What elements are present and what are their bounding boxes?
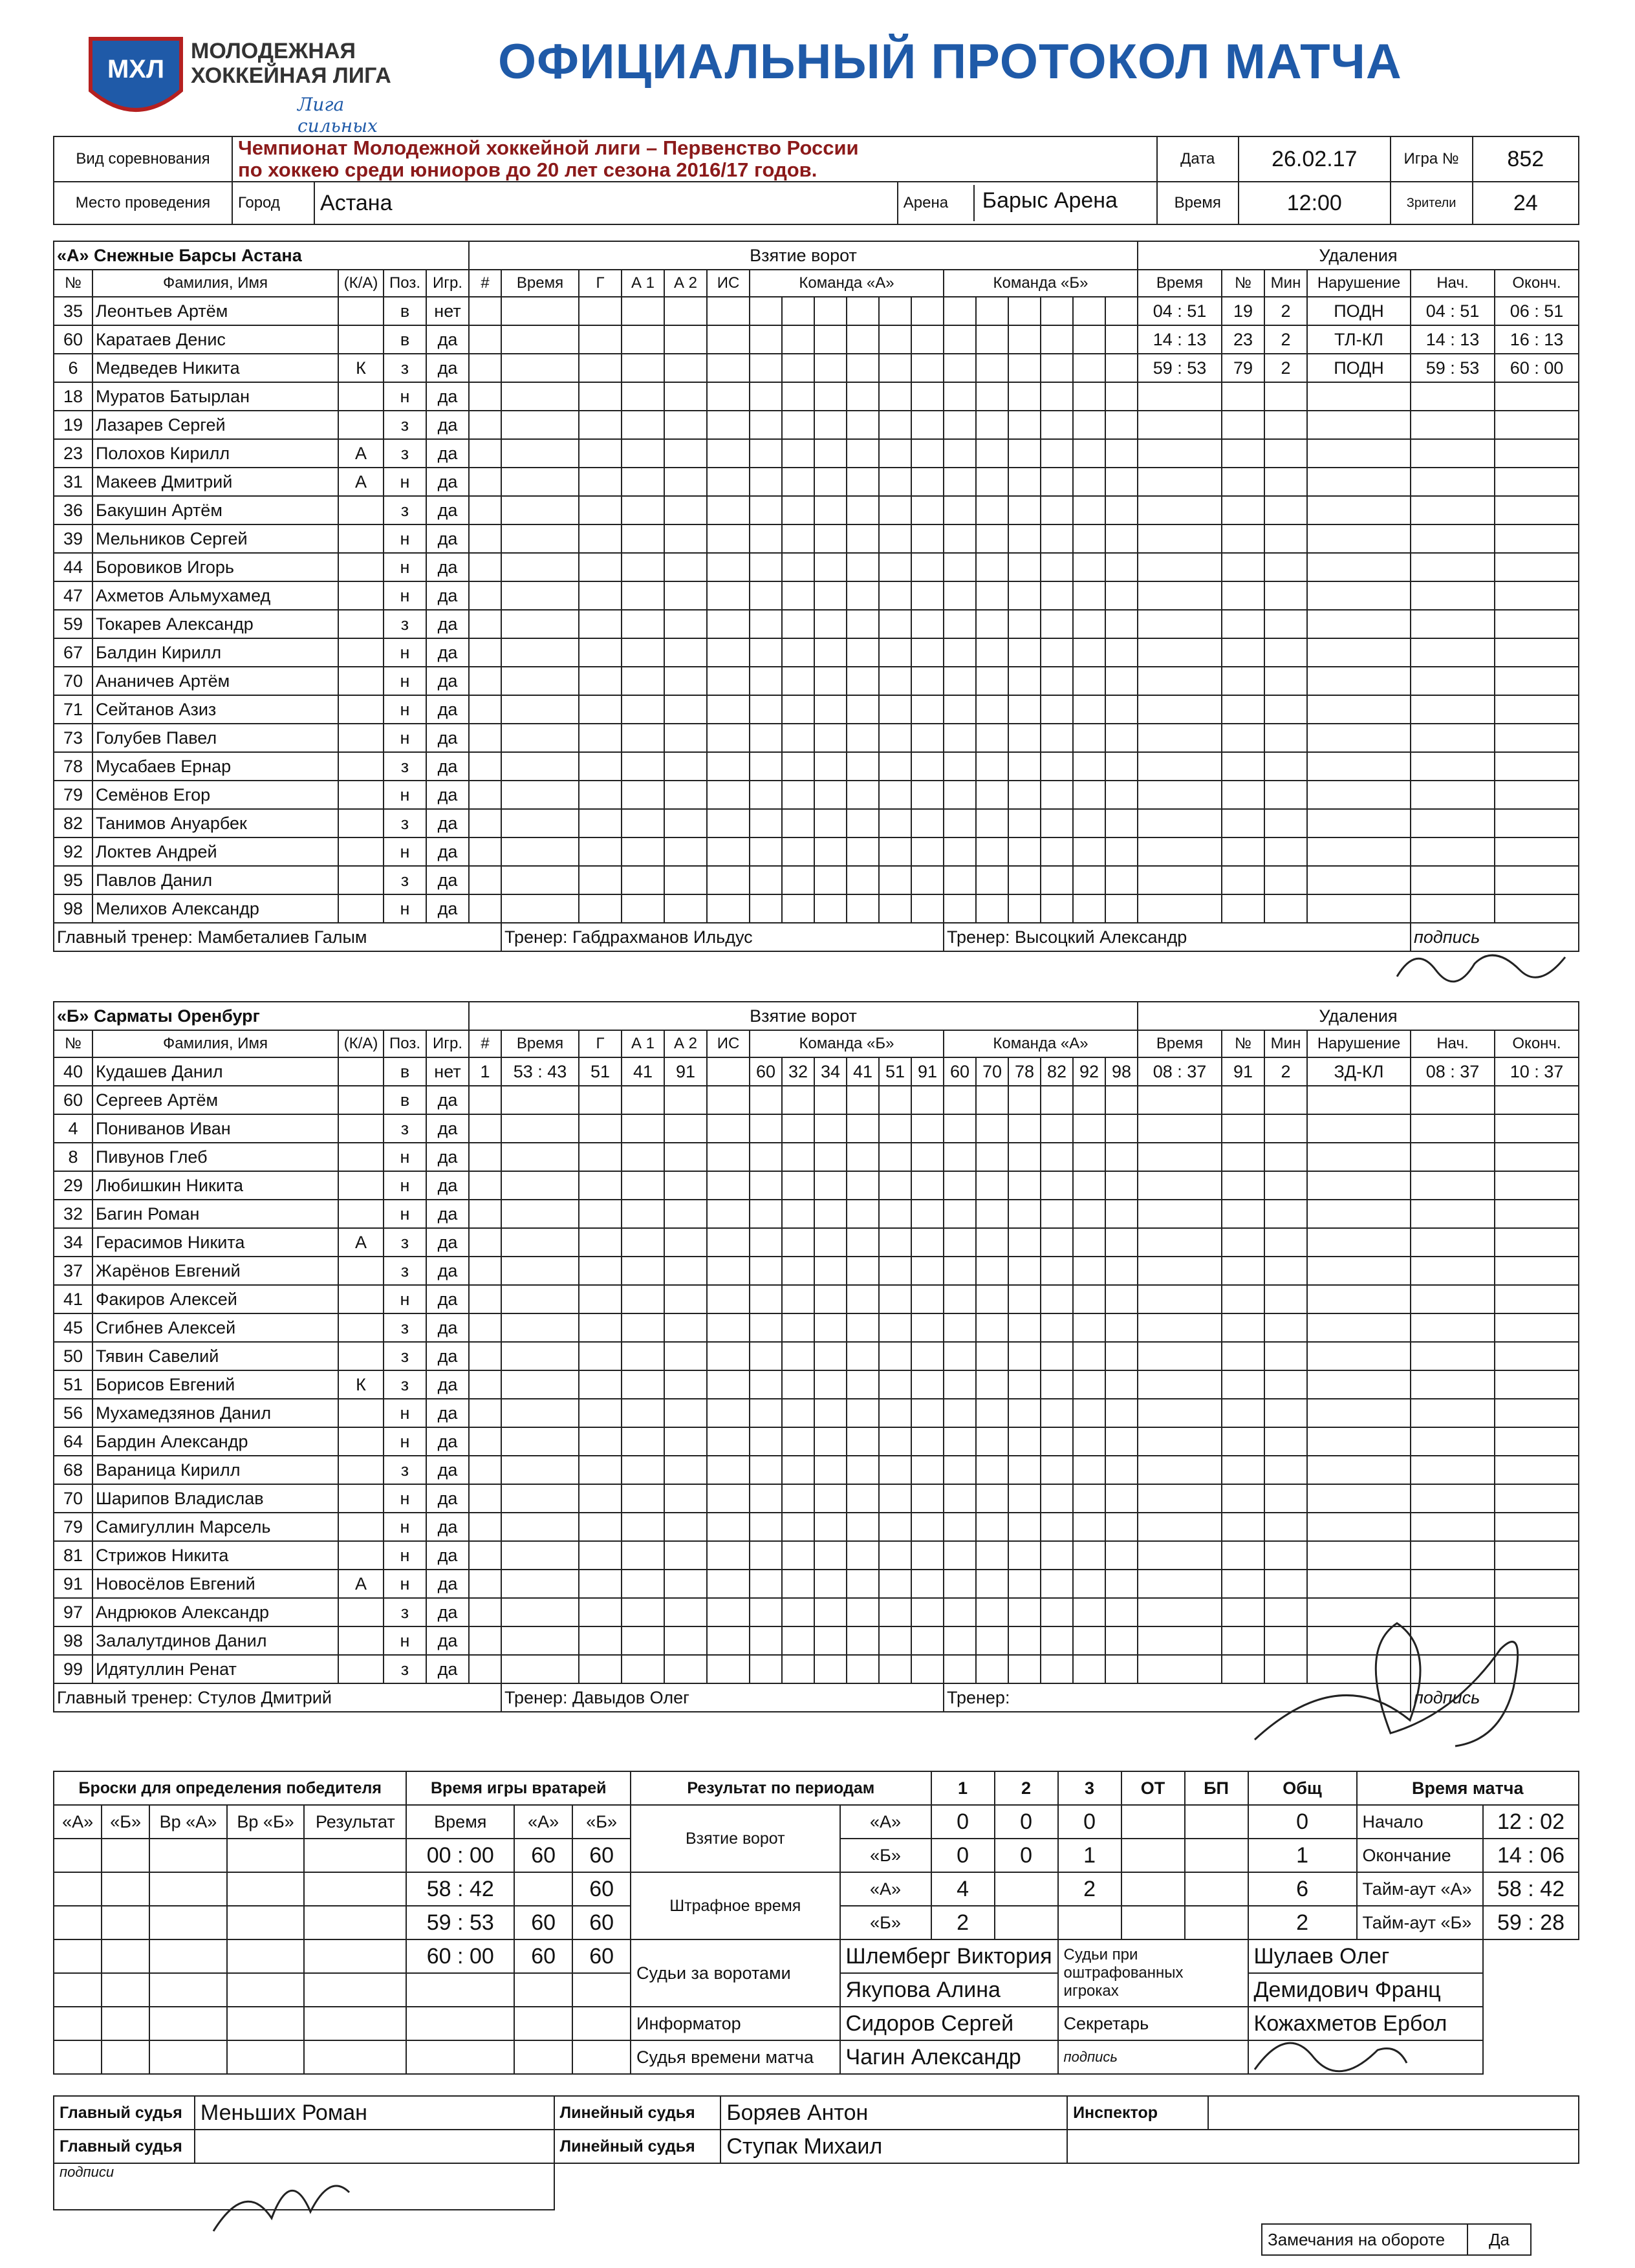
player-row: 70 Шарипов Владислав н да: [54, 1484, 1579, 1513]
team-title: «А» Снежные Барсы Астана: [54, 241, 469, 270]
player-row: 79 Семёнов Егор н да: [54, 781, 1579, 809]
player-row: 73 Голубев Павел н да: [54, 724, 1579, 752]
player-row: 41 Факиров Алексей н да: [54, 1285, 1579, 1313]
periods-title: Результат по периодам: [631, 1771, 931, 1805]
referee-signature: [207, 2154, 356, 2244]
logo-line-1: МОЛОДЕЖНАЯ: [191, 39, 356, 63]
city-value: Астана: [314, 182, 898, 224]
page-title: ОФИЦИАЛЬНЫЙ ПРОТОКОЛ МАТЧА: [498, 34, 1402, 89]
player-row: 97 Андрюков Александр з да: [54, 1598, 1579, 1626]
player-row: 68 Вараница Кирилл з да: [54, 1456, 1579, 1484]
player-row: 59 Токарев Александр з да: [54, 610, 1579, 638]
competition-label: Вид соревнования: [54, 136, 232, 182]
player-row: 35 Леонтьев Артём в нет 04 : 51 19 2 ПОДН 04 : 51 06 : 51: [54, 297, 1579, 325]
player-row: 45 Сгибнев Алексей з да: [54, 1313, 1579, 1342]
penalties-title: Удаления: [1138, 1002, 1579, 1030]
player-row: 50 Тявин Савелий з да: [54, 1342, 1579, 1370]
player-row: 78 Мусабаев Ернар з да: [54, 752, 1579, 781]
player-row: 39 Мельников Сергей н да: [54, 524, 1579, 553]
player-row: 99 Идятуллин Ренат з да: [54, 1655, 1579, 1683]
competition-value: Чемпионат Молодежной хоккейной лиги – Первенство России по хоккею среди юниоров до 20 лет сезона 2016/17 годов.: [232, 136, 1157, 182]
player-row: 67 Балдин Кирилл н да: [54, 638, 1579, 667]
trainer-1: Тренер: Габдрахманов Ильдус: [501, 923, 944, 951]
player-row: 64 Бардин Александр н да: [54, 1427, 1579, 1456]
coach-signature: подпись: [1411, 1683, 1579, 1712]
player-row: 4 Пониванов Иван з да: [54, 1114, 1579, 1143]
player-row: 31 Макеев Дмитрий А н да: [54, 468, 1579, 496]
player-row: 40 Кудашев Данил в нет 1 53 : 43 51 41 91 60 32 34 41 51 91 60 70 78 82 92 98 08 : 37 91 2 ЗД-КЛ 08 : 37 10 : 37: [54, 1057, 1579, 1086]
team-title: «Б» Сарматы Оренбург: [54, 1002, 469, 1030]
date-label: Дата: [1157, 136, 1239, 182]
player-row: 71 Сейтанов Азиз н да: [54, 695, 1579, 724]
summary-table: Броски для определения победителя Время игры вратарей Результат по периодам 1 2 3 ОТ БП Общ Время матча «А» «Б» Вр «А» Вр «Б» Результат Время «А» «Б» Взятие ворот «А» 0 0 0 0 Начало 12 : 02 00 : 00 60 60 «Б» 0 0 1 1 Окончание 14 : 06 58 : 42 60 Штрафное время «А» 4 2 6 Тайм-аут «А» 58 : 42 59 : 53 60 60 «Б» 2 2 Тайм-аут «Б» 59 : 28 60 : 00 60 60 Судьи за воротами Шлемберг Виктория Судьи при оштрафованных игроках Шулаев Олег Якупова Алина Демидович Франц Информатор Сидоров Сергей Секретарь Кожахметов Ербол Судья времени матча Чагин Александр подпись: [53, 1771, 1579, 2075]
player-row: 91 Новосёлов Евгений А н да: [54, 1570, 1579, 1598]
player-row: 56 Мухамедзянов Данил н да: [54, 1399, 1579, 1427]
player-row: 98 Залалутдинов Данил н да: [54, 1626, 1579, 1655]
head-coach: Главный тренер: Стулов Дмитрий: [54, 1683, 501, 1712]
player-row: 79 Самигуллин Марсель н да: [54, 1513, 1579, 1541]
game-value: 852: [1473, 136, 1579, 182]
logo-slogan: Лига сильных: [298, 94, 378, 136]
player-row: 60 Каратаев Денис в да 14 : 13 23 2 ТЛ-КЛ 14 : 13 16 : 13: [54, 325, 1579, 354]
player-row: 19 Лазарев Сергей з да: [54, 411, 1579, 439]
coach-signature: подпись: [1411, 923, 1579, 951]
team-b-table: «Б» Сарматы Оренбург Взятие ворот Удаления № Фамилия, Имя (К/А) Поз. Игр. # Время Г А 1 А 2 ИС Команда «Б» Команда «А» Время № Мин Нарушение Нач. Оконч. 40 Кудашев Данил в нет 1 53 : 43 51 41 91 60 32 34 41 51 91 60 70 78 82 92 98 08 : 37 91 2 ЗД-КЛ 08 : 37 10 : 37 60 Сергеев Артём в да 4 Пониванов Иван з да 8 Пивунов Глеб н да 29 Любишкин Никита н да 32 Багин Роман н да 34 Герасимов Никита А з да 37 Жарёнов Евгений з да 41 Факиров Алексей н да 45 Сгибнев Алексей з да 50 Тявин Савелий з да 51 Борисов Евгений К з да 56 Мухамедзянов Данил н да 64 Бардин Александр н да 68 Вараница Кирилл з да 70 Шарипов Владислав н да 79 Самигуллин Марсель н да 81 Стрижов Никита н да 91 Новосёлов Евгений А н да 97 Андрюков Александр з да 98 Залалутдинов Данил н да 99 Идятуллин Ренат з да Главный тренер: Стулов Дмитрий Тренер: Давыдов Олег Тренер: подпись: [53, 1001, 1579, 1712]
date-value: 26.02.17: [1239, 136, 1391, 182]
match-time-title: Время матча: [1357, 1771, 1579, 1805]
player-row: 70 Ананичев Артём н да: [54, 667, 1579, 695]
player-row: 8 Пивунов Глеб н да: [54, 1143, 1579, 1171]
city-label: Город: [232, 182, 314, 224]
player-row: 92 Локтев Андрей н да: [54, 837, 1579, 866]
team-b-signature: [1242, 1610, 1552, 1766]
svg-text:МХЛ: МХЛ: [107, 55, 165, 83]
player-row: 6 Медведев Никита К з да 59 : 53 79 2 ПОДН 59 : 53 60 : 00: [54, 354, 1579, 382]
goals-title: Взятие ворот: [469, 241, 1138, 270]
time-value: 12:00: [1239, 182, 1391, 224]
player-row: 18 Муратов Батырлан н да: [54, 382, 1579, 411]
player-row: 34 Герасимов Никита А з да: [54, 1228, 1579, 1257]
time-label: Время: [1157, 182, 1239, 224]
match-info-table: [53, 136, 1579, 225]
player-row: 23 Полохов Кирилл А з да: [54, 439, 1579, 468]
logo-line-2: ХОККЕЙНАЯ ЛИГА: [191, 63, 391, 88]
trainer-2: Тренер: Высоцкий Александр: [944, 923, 1411, 951]
player-row: 47 Ахметов Альмухамед н да: [54, 581, 1579, 610]
player-row: 29 Любишкин Никита н да: [54, 1171, 1579, 1200]
referees-table: Главный судья Меньших Роман Линейный судья Боряев Антон Инспектор Главный судья Линейный судья Ступак Михаил подписи: [53, 2095, 1579, 2210]
penalties-title: Удаления: [1138, 241, 1579, 270]
venue-label: Место проведения: [54, 182, 232, 224]
player-row: 81 Стрижов Никита н да: [54, 1541, 1579, 1570]
team-a-signature: [1391, 931, 1572, 996]
player-row: 60 Сергеев Артём в да: [54, 1086, 1579, 1114]
trainer-2: Тренер:: [944, 1683, 1411, 1712]
player-row: 51 Борисов Евгений К з да: [54, 1370, 1579, 1399]
spectators-value: 24: [1473, 182, 1579, 224]
spectators-label: Зрители: [1391, 182, 1473, 224]
arena-cell: Арена Барыс Арена: [898, 182, 1157, 224]
player-row: 82 Танимов Ануарбек з да: [54, 809, 1579, 837]
team-a-table: «А» Снежные Барсы Астана Взятие ворот Удаления № Фамилия, Имя (К/А) Поз. Игр. # Время Г А 1 А 2 ИС Команда «А» Команда «Б» Время № Мин Нарушение Нач. Оконч. 35 Леонтьев Артём в нет 04 : 51 19 2 ПОДН 04 : 51 06 : 51 60 Каратаев Денис в да 14 : 13 23 2 ТЛ-КЛ 14 : 13 16 : 13 6 Медведев Никита К з да 59 : 53 79 2 ПОДН 59 : 53 60 : 00 18 Муратов Батырлан н да 19 Лазарев Сергей з да 23 Полохов Кирилл А з да 31 Макеев Дмитрий А н да 36 Бакушин Артём з да 39 Мельников Сергей н да 44 Боровиков Игорь н да 47 Ахметов Альмухамед н да 59 Токарев Александр з да 67 Балдин Кирилл н да 70 Ананичев Артём н да 71 Сейтанов Азиз н да 73 Голубев Павел н да 78 Мусабаев Ернар з да 79 Семёнов Егор н да 82 Танимов Ануарбек з да 92 Локтев Андрей н да 95 Павлов Данил з да 98 Мелихов Александр н да Главный тренер: Мамбеталиев Галым Тренер: Габдрахманов Ильдус Тренер: Высоцкий Александр подпись: [53, 241, 1579, 952]
player-row: 36 Бакушин Артём з да: [54, 496, 1579, 524]
head-coach: Главный тренер: Мамбеталиев Галым: [54, 923, 501, 951]
shootout-title: Броски для определения победителя: [54, 1771, 406, 1805]
game-label: Игра №: [1391, 136, 1473, 182]
player-row: 98 Мелихов Александр н да: [54, 894, 1579, 923]
goals-title: Взятие ворот: [469, 1002, 1138, 1030]
trainer-1: Тренер: Давыдов Олег: [501, 1683, 944, 1712]
player-row: 95 Павлов Данил з да: [54, 866, 1579, 894]
notes-table: Замечания на обороте Да: [1261, 2223, 1532, 2256]
player-row: 44 Боровиков Игорь н да: [54, 553, 1579, 581]
player-row: 32 Багин Роман н да: [54, 1200, 1579, 1228]
goalie-title: Время игры вратарей: [406, 1771, 631, 1805]
player-row: 37 Жарёнов Евгений з да: [54, 1257, 1579, 1285]
shield-icon: [84, 32, 188, 129]
mhl-logo: [84, 32, 420, 136]
secretary-signature: [1248, 2018, 1410, 2089]
